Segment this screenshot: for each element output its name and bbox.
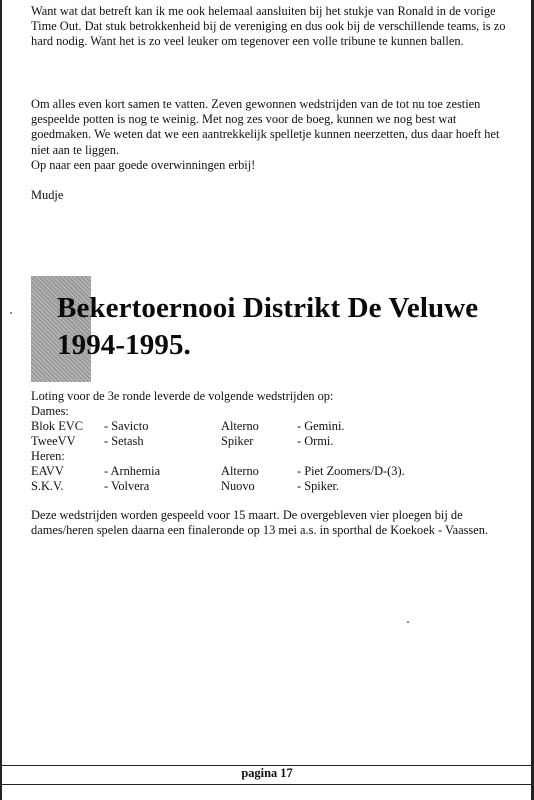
team-home: Nuovo: [221, 479, 255, 493]
team-away: - Ormi.: [297, 434, 334, 448]
dames-label: Dames:: [31, 404, 69, 418]
summary-text: Om alles even kort samen te vatten. Zeven gewonnen wedstrijden van de tot nu toe zestien gespeelde potten is nog te weinig. Met nog zes voor de boeg, kunnen we nog best wat goedmaken. We weten dat we een aantrekkelijk spelletje kunnen neerzetten, dus daar hoeft het niet aan te liggen.: [31, 97, 500, 157]
team-home: Alterno: [221, 419, 259, 433]
summary-paragraph: [31, 97, 509, 173]
match-row: [31, 464, 509, 479]
article-title: [57, 290, 478, 364]
team-home: S.K.V.: [31, 479, 64, 493]
footer-rule-bottom: [0, 784, 531, 785]
closing-paragraph: Deze wedstrijden worden gespeeld voor 15 maart. De overgebleven vier ploegen bij de dames/heren spelen daarna een finaleronde op 13 mei a.s. in sporthal de Koekoek - Vaassen.: [31, 508, 489, 538]
scan-speck: [407, 621, 409, 623]
article-title-line-2: 1994-1995.: [57, 329, 191, 361]
team-home: TweeVV: [31, 434, 76, 448]
team-away: - Spiker.: [297, 479, 339, 493]
team-home: Blok EVC: [31, 419, 83, 433]
author-signature: Mudje: [31, 188, 64, 202]
article-title-line-1: Bekertoernooi Distrikt De Veluwe: [57, 292, 479, 324]
opening-paragraph: Want wat dat betreft kan ik me ook helemaal aansluiten bij het stukje van Ronald in de vorige Time Out. Dat stuk betrokkenheid bij de vereniging en dus ook bij de verschillende teams, is zo hard nodig. Want het is zo veel leuker om tegenover een volle tribune te kunnen ballen.: [31, 4, 506, 49]
team-away: - Savicto: [104, 419, 149, 433]
summary-closing-line: Op naar een paar goede overwinningen erbij!: [31, 157, 256, 172]
team-away: - Arnhemia: [104, 464, 161, 478]
page-number: pagina 17: [241, 766, 293, 780]
team-away: - Gemini.: [297, 419, 345, 433]
team-away: - Piet Zoomers/D-(3).: [297, 464, 405, 478]
heren-label: Heren:: [31, 449, 65, 463]
scan-speck: [10, 312, 12, 314]
match-row: [31, 479, 509, 494]
team-home: EAVV: [31, 464, 64, 478]
match-row: [31, 419, 509, 434]
draw-intro: Loting voor de 3e ronde leverde de volgende wedstrijden op:: [31, 389, 334, 403]
team-away: - Volvera: [104, 479, 150, 493]
page-border-left: [0, 0, 2, 800]
team-home: Alterno: [221, 464, 259, 478]
team-home: Spiker: [221, 434, 254, 448]
match-row: [31, 434, 509, 449]
team-away: - Setash: [104, 434, 144, 448]
